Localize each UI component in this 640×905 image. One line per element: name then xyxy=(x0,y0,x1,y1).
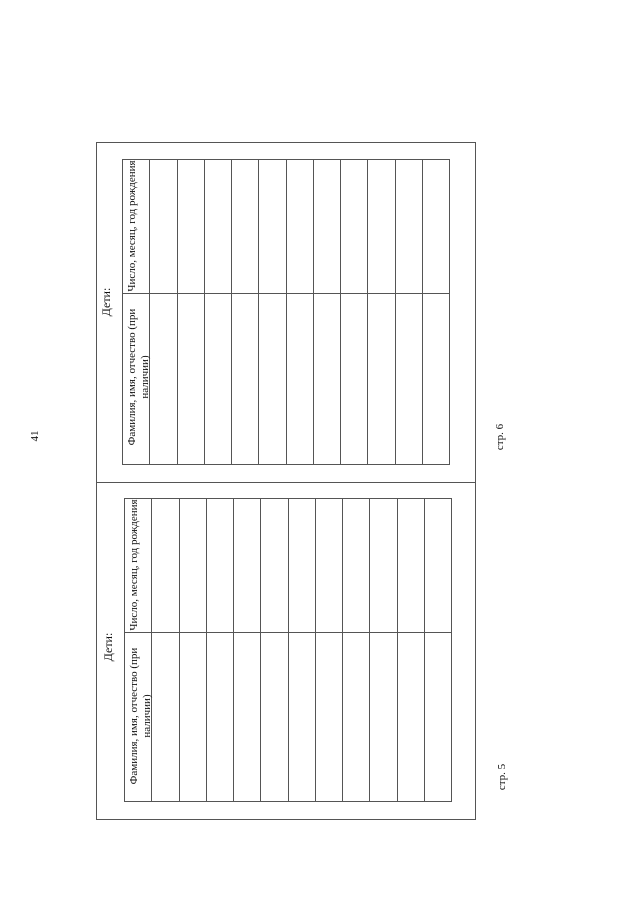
page6-caption: стр. 6 xyxy=(494,423,506,451)
page5-caption: стр. 5 xyxy=(496,763,508,791)
booklet-fold xyxy=(96,482,476,483)
page5-title: Дети: xyxy=(101,632,115,662)
page5-col2-header: Число, месяц, год рождения xyxy=(128,499,140,631)
page5-children-table xyxy=(124,498,452,802)
page-number: 41 xyxy=(29,430,41,442)
page6-children-table xyxy=(122,159,450,465)
page6-title: Дети: xyxy=(99,287,113,317)
page6-col2-header: Число, месяц, год рождения xyxy=(126,160,138,292)
page5-col1-header: Фамилия, имя, отчество (при наличии) xyxy=(128,647,153,785)
page6-col1-header: Фамилия, имя, отчество (при наличии) xyxy=(126,308,151,446)
